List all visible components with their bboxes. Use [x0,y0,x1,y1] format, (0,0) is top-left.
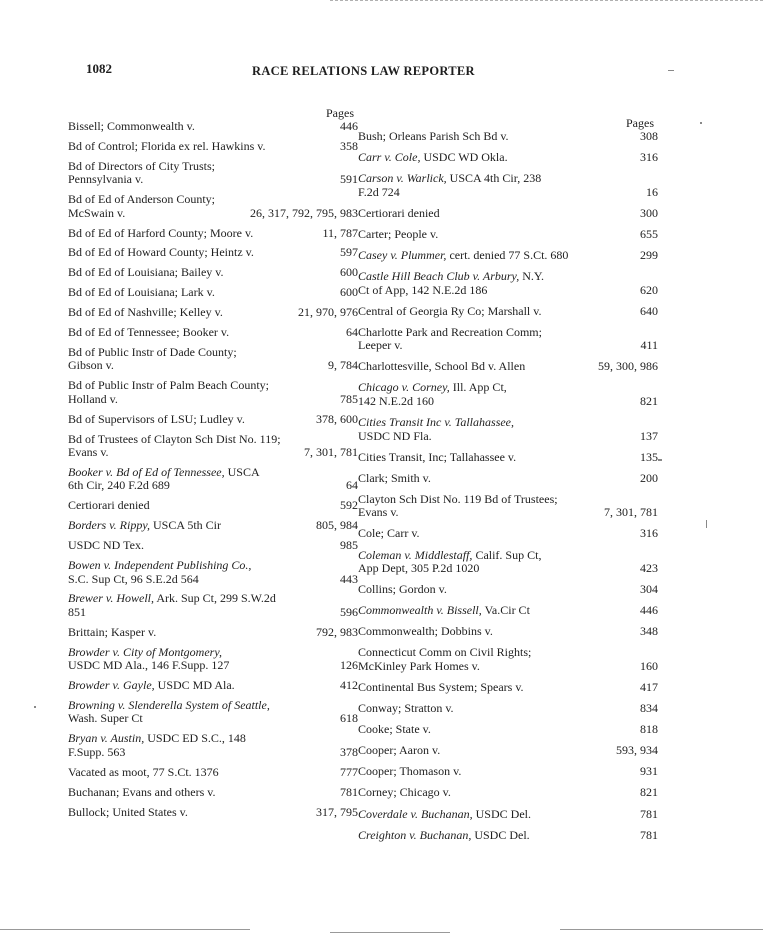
case-name [68,766,334,780]
case-name [358,207,634,221]
page-references: 316 [640,150,658,165]
case-citation: cert. denied 77 S.Ct. 680 [446,247,569,262]
case-title-italic: Cities Transit Inc v. Tallahassee, [358,415,515,430]
index-entry [68,227,358,241]
index-entry [358,681,658,695]
case-name [358,604,634,618]
page-references: 785 [340,391,358,406]
case-citation: Continental Bus System; Spears v. [358,679,524,694]
case-citation: Bullock; United States v. [68,804,188,819]
left-entries [68,120,358,819]
bottom-scan-line [0,929,250,930]
scan-mark [700,122,702,124]
page-references: 26, 317, 792, 795, 983 [250,205,358,220]
case-citation: Vacated as moot, 77 S.Ct. 1376 [68,764,219,779]
case-name [358,681,634,695]
case-title-italic: Brewer v. Howell, [68,591,154,606]
case-name [358,702,634,716]
case-name [358,270,634,297]
page-references: 304 [640,582,658,597]
case-citation: USDC MD Ala., 146 F.Supp. 127 [68,658,230,673]
page-references: 446 [640,603,658,618]
index-entry [358,416,658,443]
index-entry [358,207,658,221]
bottom-scan-line [560,929,763,930]
index-entry [68,519,358,533]
case-name [358,527,634,541]
case-name [68,559,334,586]
page-references: 781 [340,784,358,799]
case-name [358,360,592,374]
index-entry [358,360,658,374]
index-entry [358,765,658,779]
index-entry [358,583,658,597]
page-references: 9, 784 [328,358,358,373]
scan-mark [658,459,662,461]
index-entry [358,270,658,297]
case-name [68,306,292,320]
case-name [68,433,298,460]
index-entry [358,493,658,520]
case-name [68,626,310,640]
page-references: 7, 301, 781 [604,505,658,520]
case-citation: Conway; Stratton v. [358,701,454,716]
case-name [68,413,310,427]
case-name [358,765,634,779]
index-entry [68,766,358,780]
page-references: 300 [640,205,658,220]
case-name [68,519,310,533]
case-name [68,466,340,493]
case-citation: S.C. Sup Ct, 96 S.E.2d 564 [68,571,199,586]
page-references: 316 [640,526,658,541]
case-citation: Bd of Trustees of Clayton Sch Dist No. 119; Evans v. [68,431,281,460]
case-name [68,806,310,820]
page-references: 591 [340,172,358,187]
index-entry [358,549,658,576]
page-references: 805, 984 [316,518,358,533]
case-name [358,808,634,822]
page-references: 821 [640,785,658,800]
index-entry [68,306,358,320]
case-citation: Calif. Sup Ct, App Dept, 305 P.2d 1020 [358,547,542,575]
index-entry [358,829,658,843]
index-entry [68,326,358,340]
case-name [68,699,334,726]
index-entry [358,451,658,465]
case-citation: USDC ED S.C., 148 F.Supp. 563 [68,731,246,759]
case-name [358,646,634,673]
page-references: 378 [340,744,358,759]
case-citation: Bd of Ed of Anderson County; McSwain v. [68,192,215,220]
index-entry [68,246,358,260]
index-entry [358,786,658,800]
page-references: 11, 787 [322,225,358,240]
page-references: 64 [346,325,358,340]
case-name [358,723,634,737]
index-entry [68,679,358,693]
case-citation: USDC ND Fla. [358,428,432,443]
index-entry [68,286,358,300]
page-references: 600 [340,265,358,280]
index-entry [358,472,658,486]
case-title-italic: Browning v. Slenderella System of Seattle, [68,697,270,712]
index-entry [358,702,658,716]
case-citation: Bush; Orleans Parish Sch Bd v. [358,129,509,143]
bottom-scan-line [330,932,450,933]
page-references: 596 [340,604,358,619]
index-entry [68,626,358,640]
index-entry [68,379,358,406]
index-entry [358,249,658,263]
case-citation: Cooper; Thomason v. [358,764,462,779]
case-citation: Bd of Ed of Louisiana; Lark v. [68,285,215,300]
case-citation: Bd of Ed of Nashville; Kelley v. [68,305,223,320]
case-citation: Bd of Ed of Tennessee; Booker v. [68,325,230,340]
case-name [68,499,334,513]
index-entry [68,120,358,134]
case-citation: Charlottesville, School Bd v. Allen [358,359,526,374]
page-references: 59, 300, 986 [598,359,658,374]
page-references: 931 [640,764,658,779]
page-references: 137 [640,428,658,443]
case-title-italic: Commonwealth v. Bissell, [358,603,482,618]
page-references: 618 [340,711,358,726]
case-title-italic: Borders v. Rippy, [68,518,150,533]
index-entry [68,266,358,280]
index-entry [358,723,658,737]
index-entry [68,559,358,586]
case-citation: Buchanan; Evans and others v. [68,784,216,799]
index-entry [358,744,658,758]
case-citation: USCA 5th Cir [149,518,221,533]
case-name [68,592,334,619]
case-citation: Bd of Ed of Louisiana; Bailey v. [68,265,224,280]
index-entry [68,466,358,493]
case-name [68,286,334,300]
case-citation: Collins; Gordon v. [358,582,447,597]
case-citation: USDC ND Tex. [68,538,144,553]
page-references: 593, 934 [616,743,658,758]
index-entry [68,732,358,759]
page-references: 21, 970, 976 [298,305,358,320]
case-title-italic: Carr v. Cole, [358,150,421,165]
case-name [68,732,334,759]
case-name [358,549,634,576]
page-references: 411 [640,338,658,353]
case-title-italic: Creighton v. Buchanan, [358,827,472,842]
case-citation: Bd of Public Instr of Dade County; Gibson v. [68,344,237,373]
index-entry [358,625,658,639]
case-name [358,130,634,144]
case-name [68,786,334,800]
left-index-column [68,106,358,825]
page-references: 378, 600 [316,411,358,426]
scan-mark [706,520,707,528]
case-name [68,346,322,373]
right-index-column [358,116,658,850]
case-name [358,228,634,242]
case-citation: Cooper; Aaron v. [358,743,441,758]
page-references: 348 [640,624,658,639]
page-references: 821 [640,393,658,408]
index-entry [68,160,358,187]
page-references: 592 [340,498,358,513]
case-name [358,472,634,486]
index-entry [358,151,658,165]
index-entry [68,539,358,553]
page-references: 16 [646,184,658,199]
case-citation: Bd of Ed of Harford County; Moore v. [68,225,254,240]
index-entry [68,699,358,726]
case-citation: Clayton Sch Dist No. 119 Bd of Trustees; Evans v. [358,491,558,520]
case-name [358,625,634,639]
case-citation: Cooke; State v. [358,722,431,737]
case-citation: Wash. Super Ct [68,711,143,726]
index-entry [358,130,658,144]
scan-mark [668,70,674,71]
index-entry [358,326,658,353]
case-name [68,379,334,406]
case-name [68,646,334,673]
case-citation: Carter; People v. [358,226,439,241]
page-references: 818 [640,722,658,737]
case-name [68,140,334,154]
page-references: 792, 983 [316,624,358,639]
case-name [68,679,334,693]
case-citation: USDC Del. [471,827,530,842]
case-citation: USDC Del. [472,806,531,821]
case-name [68,160,334,187]
page-references: 64 [346,478,358,493]
case-title-italic: Browder v. Gayle, [68,678,155,693]
case-title-italic: Booker v. Bd of Ed of Tennessee, [68,464,225,479]
page-references: 985 [340,538,358,553]
case-name [358,786,634,800]
page-references: 417 [640,679,658,694]
case-name [68,266,334,280]
index-entry [358,381,658,408]
page-references: 317, 795 [316,804,358,819]
case-name [358,583,634,597]
case-name [68,246,334,260]
case-citation: Bissell; Commonwealth v. [68,119,195,133]
case-citation: Central of Georgia Ry Co; Marshall v. [358,303,542,318]
case-title-italic: Bowen v. Independent Publishing Co., [68,558,252,573]
case-name [358,172,640,199]
index-entry [358,527,658,541]
page-references: 200 [640,470,658,485]
running-title: RACE RELATIONS LAW REPORTER [252,64,475,78]
index-entry [68,433,358,460]
page-references: 7, 301, 781 [304,445,358,460]
case-citation: Charlotte Park and Recreation Comm; Leeper v. [358,324,542,353]
case-citation: Bd of Control; Florida ex rel. Hawkins v. [68,138,266,153]
pages-column-label: Pages [626,116,654,130]
page-references: 781 [640,827,658,842]
page-references: 160 [640,658,658,673]
case-name [358,416,634,443]
page-references: 777 [340,764,358,779]
case-name [358,829,634,843]
case-citation: Bd of Ed of Howard County; Heintz v. [68,245,254,260]
page-references: 126 [340,658,358,673]
case-citation: Cities Transit, Inc; Tallahassee v. [358,449,517,464]
index-entry [68,786,358,800]
case-citation: Cole; Carr v. [358,526,420,541]
page-references: 446 [340,119,358,133]
case-citation: Corney; Chicago v. [358,785,451,800]
page-references: 781 [640,806,658,821]
case-title-italic: Castle Hill Beach Club v. Arbury, [358,269,520,284]
case-citation: Connecticut Comm on Civil Rights; McKinley Park Homes v. [358,645,532,673]
case-name [358,381,634,408]
case-citation: Va.Cir Ct [481,603,530,618]
pages-column-label: Pages [326,106,354,120]
case-title-italic: Casey v. Plummer, [358,247,447,262]
index-entry [68,193,358,220]
case-name [358,744,610,758]
case-citation: Bd of Directors of City Trusts; Pennsylvania v. [68,158,216,187]
case-title-italic: Browder v. City of Montgomery, [68,644,222,659]
case-citation: USCA 4th Cir, 238 F.2d 724 [358,171,542,199]
page-references: 135 [640,449,658,464]
case-title-italic: Carson v. Warlick, [358,171,447,186]
case-name [68,193,244,220]
page-references: 299 [640,247,658,262]
case-citation: USDC MD Ala. [154,678,235,693]
case-citation: Brittain; Kasper v. [68,624,157,639]
index-entry [358,808,658,822]
index-entry [358,305,658,319]
case-title-italic: Coverdale v. Buchanan, [358,806,473,821]
case-title-italic: Coleman v. Middlestaff, [358,547,473,562]
page-references: 423 [640,561,658,575]
case-citation: Ill. App Ct, 142 N.E.2d 160 [358,380,507,408]
index-entry [68,646,358,673]
case-title-italic: Chicago v. Corney, [358,380,450,395]
case-citation: Bd of Public Instr of Palm Beach County; Holland v. [68,378,269,406]
index-entry [68,140,358,154]
page-references: 358 [340,138,358,153]
index-entry [68,413,358,427]
case-name [358,151,634,165]
page-references: 834 [640,701,658,716]
case-citation: Ark. Sup Ct, 299 S.W.2d 851 [68,591,276,619]
case-title-italic: Bryan v. Austin, [68,731,145,746]
case-citation: Commonwealth; Dobbins v. [358,624,493,639]
case-name [68,539,334,553]
index-entry [68,592,358,619]
case-name [358,249,634,263]
page-references: 655 [640,226,658,241]
case-name [358,326,634,353]
case-name [68,326,340,340]
page-references: 308 [640,129,658,143]
index-entry [358,228,658,242]
case-name [68,120,334,134]
page-references: 597 [340,245,358,260]
index-entry [68,346,358,373]
case-name [68,227,316,241]
case-citation: USDC WD Okla. [420,150,508,165]
page-references: 620 [640,282,658,297]
case-citation: USCA 6th Cir, 240 F.2d 689 [68,464,260,493]
case-name [358,451,634,465]
case-citation: Clark; Smith v. [358,470,431,485]
page-references: 640 [640,303,658,318]
page-number: 1082 [86,61,112,76]
index-entry [358,604,658,618]
page-references: 443 [340,571,358,586]
case-citation: Bd of Supervisors of LSU; Ludley v. [68,411,245,426]
index-entry [68,499,358,513]
page-references: 412 [340,678,358,693]
scan-edge-dots [330,0,763,3]
index-entry [68,806,358,820]
right-entries [358,130,658,842]
case-name [358,305,634,319]
scan-mark [34,706,36,708]
case-citation: Certiorari denied [68,498,150,513]
case-citation: N.Y. Ct of App, 142 N.E.2d 186 [358,269,545,297]
page-references: 600 [340,285,358,300]
index-entry [358,172,658,199]
case-citation: Certiorari denied [358,205,440,220]
case-name [358,493,598,520]
index-entry [358,646,658,673]
